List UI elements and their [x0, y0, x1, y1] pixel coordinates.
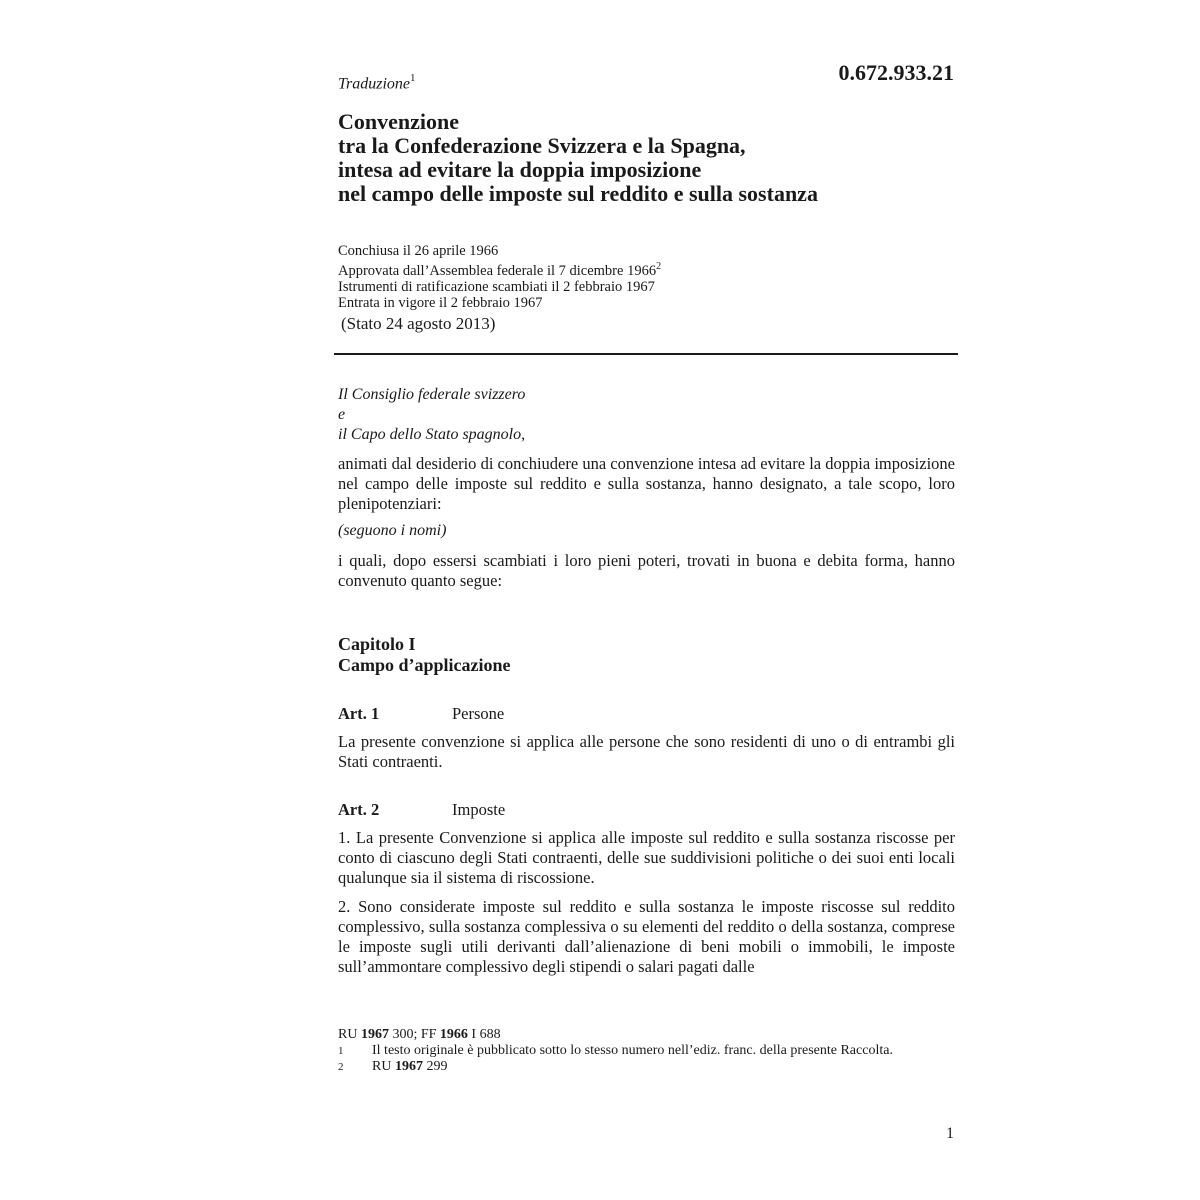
- party-switzerland: Il Consiglio federale svizzero: [338, 386, 526, 403]
- concluded-date: Conchiusa il 26 aprile 1966: [338, 243, 499, 259]
- official-references: [338, 1027, 958, 1043]
- ref-ff-year: 1966: [439, 1027, 468, 1042]
- ratification-date: Istrumenti di ratificazione scambiati il 2 febbraio 1967: [338, 278, 655, 295]
- chapter-title: Campo d’applicazione: [338, 655, 511, 675]
- footnote-2-year: 1967: [394, 1059, 423, 1074]
- footnote-ref-1[interactable]: 1: [410, 72, 416, 84]
- title-line-4: nel campo delle imposte sul reddito e sulla sostanza: [338, 181, 818, 206]
- article-1-heading: [338, 704, 504, 724]
- article-2-title: Imposte: [452, 800, 506, 819]
- footnote-2-text: [372, 1059, 958, 1075]
- approved-date: [338, 259, 661, 279]
- party-spain: il Capo dello Stato spagnolo,: [338, 426, 526, 443]
- footnote-2: [338, 1059, 958, 1075]
- document-metadata: [338, 243, 661, 311]
- footnote-ref-2[interactable]: 2: [656, 261, 662, 272]
- title-line-2: tra la Confederazione Svizzera e la Spagna,: [338, 133, 746, 158]
- footnote-1-text: Il testo originale è pubblicato sotto lo stesso numero nell’ediz. franc. della presente Raccolta.: [372, 1043, 893, 1058]
- article-1-paragraph: La presente convenzione si applica alle persone che sono residenti di uno o di entrambi gli Stati contraenti.: [338, 732, 955, 771]
- ref-ru-label: RU: [338, 1027, 358, 1042]
- chapter-number: Capitolo I: [338, 634, 416, 654]
- footnote-2-mark: 2: [338, 1061, 344, 1073]
- page-number: 1: [946, 1125, 954, 1142]
- title-line-3: intesa ad evitare la doppia imposizione: [338, 157, 702, 182]
- contracting-parties: [338, 385, 525, 445]
- article-1-title: Persone: [452, 704, 505, 723]
- footnote-1-mark: 1: [338, 1045, 344, 1057]
- traduzione-label: [338, 73, 416, 93]
- ref-ff-page: I 688: [471, 1027, 501, 1042]
- article-2-number: Art. 2: [338, 800, 380, 819]
- ref-ru-page: 300; FF: [392, 1027, 437, 1042]
- in-force-date: Entrata in vigore il 2 febbraio 1967: [338, 294, 543, 311]
- header-divider: [334, 353, 958, 355]
- footnote-1: [338, 1043, 958, 1059]
- preamble-names: (seguono i nomi): [338, 522, 447, 539]
- status-date: (Stato 24 agosto 2013): [341, 314, 496, 333]
- sr-number: 0.672.933.21: [838, 60, 954, 85]
- article-2-paragraph-1: 1. La presente Convenzione si applica alle imposte sul reddito e sulla sostanza riscosse per conto di ciascuno degli Stati contraenti, delle sue suddivisioni politiche o dei suoi enti locali qualunque sia il sistema di riscossione.: [338, 828, 955, 887]
- article-2-paragraph-2: 2. Sono considerate imposte sul reddito e sulla sostanza le imposte riscosse sul reddito complessivo, sulla sostanza complessiva o su elementi del reddito o della sostanza, comprese le imposte sugli utili derivanti dall’alienazione di beni mobili o immobili, le imposte sull’ammontare complessivo degli stipendi o salari pagati dalle: [338, 897, 955, 976]
- article-2-heading: [338, 800, 505, 820]
- article-1-number: Art. 1: [338, 704, 380, 723]
- approved-text: Approvata dall’Assemblea federale il 7 dicembre 1966: [338, 262, 657, 279]
- footnotes: [338, 1027, 958, 1075]
- preamble-paragraph-1: animati dal desiderio di conchiudere una convenzione intesa ad evitare la doppia imposizione nel campo delle imposte sul reddito e sulla sostanza, hanno designato, a tale scopo, loro plenipotenziari:: [338, 454, 955, 513]
- preamble-paragraph-2: i quali, dopo essersi scambiati i loro pieni poteri, trovati in buona e debita forma, hanno convenuto quanto segue:: [338, 551, 955, 590]
- footnote-2-ru: RU: [372, 1059, 392, 1074]
- title-line-1: Convenzione: [338, 109, 459, 134]
- chapter-heading: [338, 634, 511, 676]
- ref-ru-year: 1967: [360, 1027, 389, 1042]
- traduzione-text: Traduzione: [338, 75, 411, 93]
- document-title: [338, 110, 958, 206]
- party-conjunction: e: [338, 406, 346, 423]
- footnote-2-page: 299: [426, 1059, 448, 1074]
